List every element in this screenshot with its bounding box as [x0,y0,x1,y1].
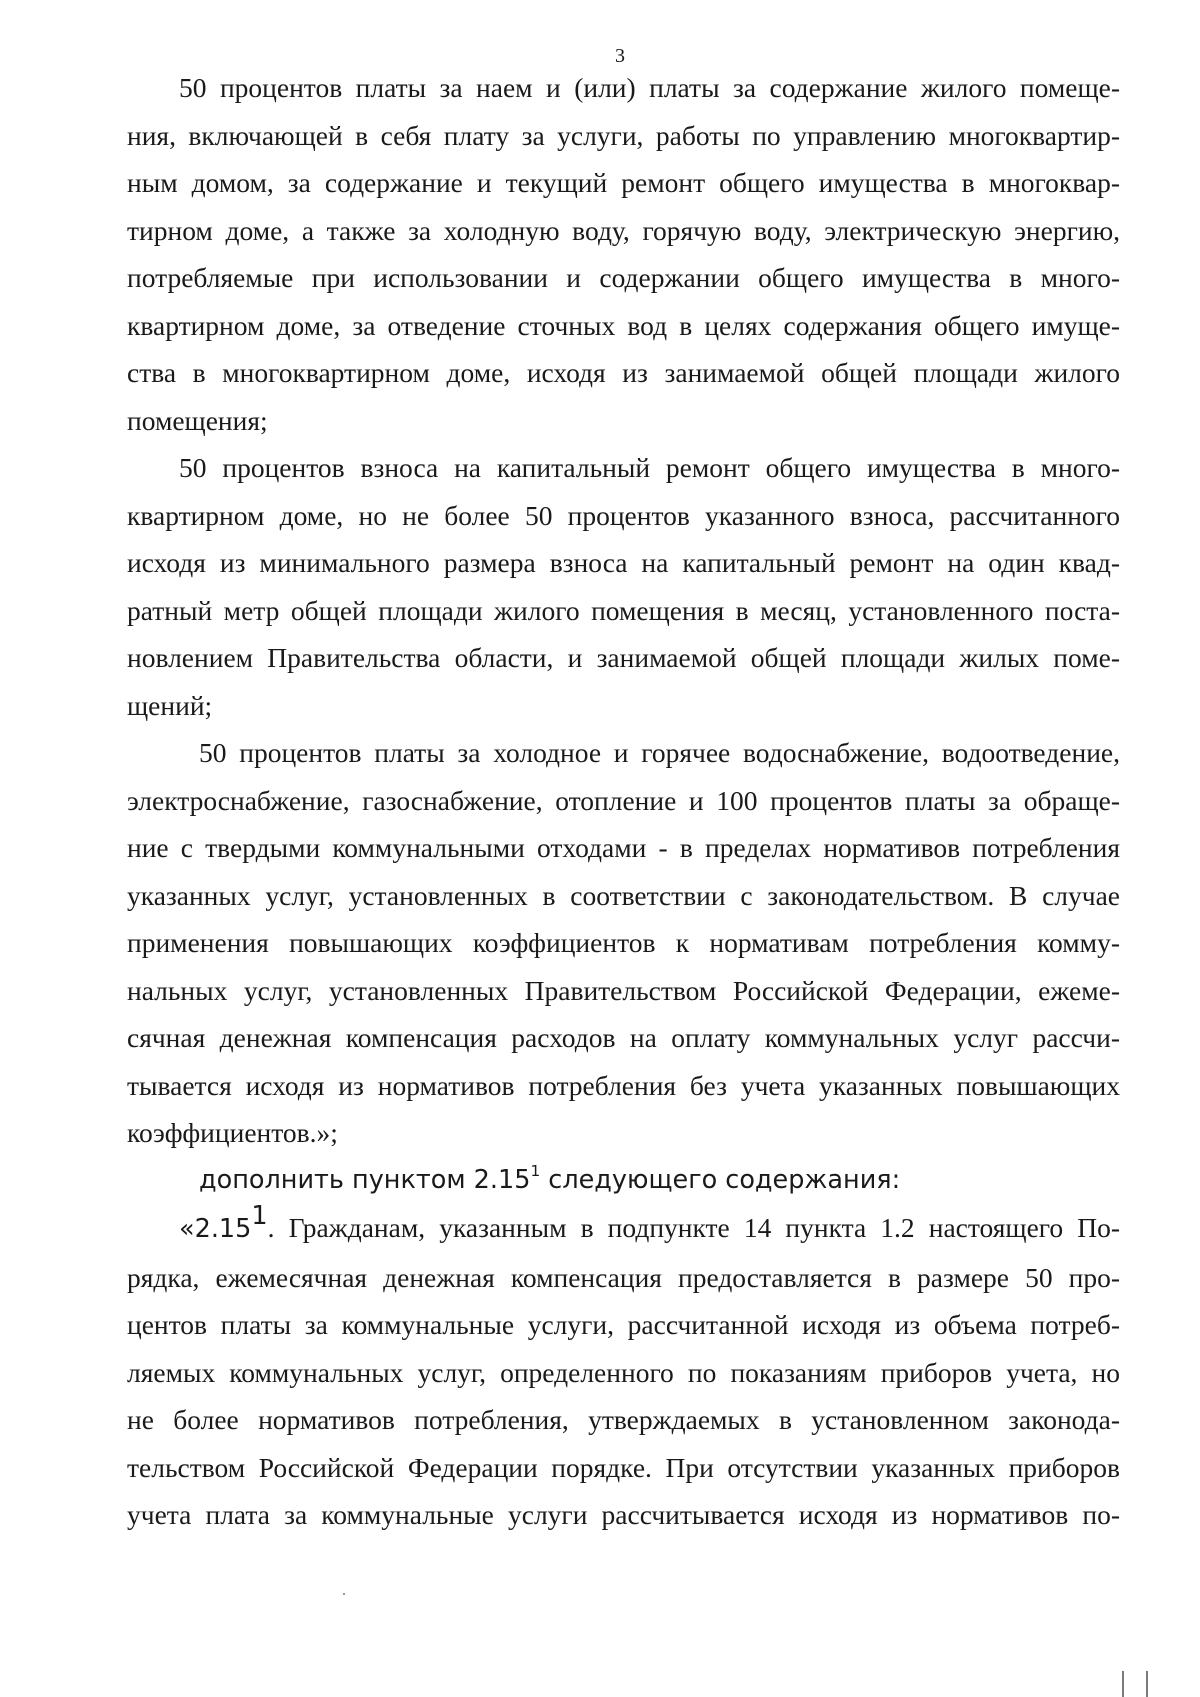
text-line: тельством Российской Федерации порядке. При отсутствии указанных приборов [127,1451,1120,1483]
text-line: щений; [127,689,213,721]
paragraph-housing-payment [127,64,1120,444]
text-line: квартирном доме, но не более 50 процентов указанного взноса, рассчитанного [127,499,1120,531]
text-fragment: дополнить пунктом 2.15 [199,1164,531,1195]
text-line: 50 процентов платы за наем и (или) платы за содержание жилого помеще- [179,72,1120,103]
text-line: ства в многоквартирном доме, исходя из занимаемой общей площади жилого [127,357,1120,388]
text-line: ным домом, за содержание и текущий ремонт общего имущества в многоквар- [127,167,1120,198]
page-number: 3 [615,45,625,67]
text-line: сячная денежная компенсация расходов на оплату коммунальных услуг рассчи- [127,1022,1120,1053]
text-line: потребляемые при использовании и содержании общего имущества в много- [127,262,1120,293]
text-line: рядка, ежемесячная денежная компенсация предоставляется в размере 50 про- [127,1261,1120,1293]
text-line: ния, включающей в себя плату за услуги, работы по управлению многоквартир- [127,119,1120,151]
text-line: электроснабжение, газоснабжение, отопление и 100 процентов платы за обраще- [127,784,1120,816]
text-line: нальных услуг, установленных Правительством Российской Федерации, ежеме- [127,974,1120,1006]
text-line: помещения; [127,404,268,436]
text-line: тывается исходя из нормативов потребления без учета указанных повышающих [127,1069,1120,1101]
text-line: указанных услуг, установленных в соответствии с законодательством. В случае [127,879,1120,911]
paragraph-capital-repair [127,444,1120,729]
scan-edge-mark [1122,1671,1148,1697]
text-line [127,1201,1120,1254]
paragraph-utilities [127,729,1120,1157]
text-line: центов платы за коммунальные услуги, рассчитанной исходя из объема потреб- [127,1309,1120,1340]
text-line: тирном доме, а также за холодную воду, горячую воду, электрическую энергию, [127,214,1120,246]
text-fragment: . Гражданам, указанным в подпункте 14 пункта 1.2 настоящего По- [267,1212,1120,1243]
text-line: ляемых коммунальных услуг, определенного по показаниям приборов учета, но [127,1356,1120,1388]
clause-number: «2.15 [179,1214,252,1244]
text-line: коэффициентов.»; [127,1117,338,1148]
text-line: применения повышающих коэффициентов к нормативам потребления комму- [127,927,1120,958]
text-line: ние с твердыми коммунальными отходами - в пределах нормативов потребления [127,832,1120,863]
text-line [127,1157,1120,1205]
text-line: не более нормативов потребления, утверждаемых в установленном законода- [127,1404,1120,1435]
scan-speck [343,1593,345,1595]
superscript: 1 [530,1162,541,1181]
paragraph-amendment-intro [127,1157,1120,1205]
text-line: квартирном доме, за отведение сточных вод в целях содержания общего имуще- [127,309,1120,341]
text-line: новлением Правительства области, и занимаемой общей площади жилых поме- [127,642,1120,673]
text-line: 50 процентов взноса на капитальный ремонт общего имущества в много- [179,452,1120,483]
text-fragment: следующего содержания: [540,1164,901,1195]
text-line: 50 процентов платы за холодное и горячее водоснабжение, водоотведение, [199,737,1120,768]
text-line: учета плата за коммунальные услуги рассчитывается исходя из нормативов по- [127,1499,1120,1530]
superscript: 1 [251,1201,268,1232]
document-body [127,64,1120,1539]
text-line: ратный метр общей площади жилого помещения в месяц, установленного поста- [127,594,1120,626]
paragraph-clause-2-15-1 [127,1201,1120,1539]
text-line: исходя из минимального размера взноса на капитальный ремонт на один квад- [127,547,1120,578]
